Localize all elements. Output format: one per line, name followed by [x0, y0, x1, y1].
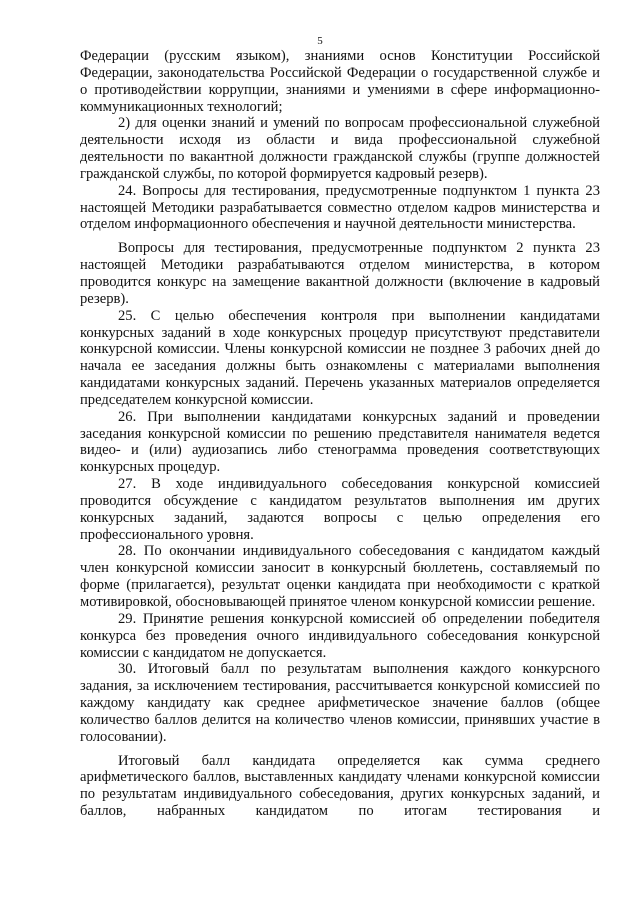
paragraph-30-continued: Итоговый балл кандидата определяется как сумма среднего арифметического баллов, выставленных кандидату членами конкурсной комиссии по результатам индивидуального собеседования, других конкурсных заданий, и баллов, набранных кандидатом по итогам тестирования и: [80, 752, 600, 820]
page-number: 5: [317, 35, 323, 47]
paragraph-24-continued: Вопросы для тестирования, предусмотренные подпунктом 2 пункта 23 настоящей Методики разрабатываются отделом министерства, в котором проводится конкурс на замещение вакантной должности (включение в кадровый резерв).: [80, 240, 600, 307]
paragraph-24: 24. Вопросы для тестирования, предусмотренные подпунктом 1 пункта 23 настоящей Методики разрабатывается совместно отделом кадров министерства и отделом информационного обеспечения и научной деятельности министерства.: [80, 182, 600, 233]
paragraph-25: 25. С целью обеспечения контроля при выполнении кандидатами конкурсных заданий в ходе конкурсных процедур присутствуют представители конкурсной комиссии. Члены конкурсной комиссии не позднее 3 рабочих дней до начала ее заседания должны быть ознакомлены с материалами выполнения кандидатами конкурсных заданий. Перечень указанных материалов определяется председателем конкурсной комиссии.: [80, 307, 600, 408]
paragraph-27: 27. В ходе индивидуального собеседования конкурсной комиссией проводится обсуждение с кандидатом результатов выполнения им других конкурсных заданий, задаются вопросы с целью определения его профессионального уровня.: [80, 476, 600, 543]
document-body: [80, 48, 600, 820]
paragraph-28: 28. По окончании индивидуального собеседования с кандидатом каждый член конкурсной комиссии заносит в конкурсный бюллетень, составляемый по форме (прилагается), результат оценки кандидата при необходимости с краткой мотивировкой, обосновывающей принятое членом конкурсной комиссии решение.: [80, 543, 600, 610]
paragraph-29: 29. Принятие решения конкурсной комиссией об определении победителя конкурса без проведения очного индивидуального собеседования конкурсной комиссии с кандидатом не допускается.: [80, 610, 600, 661]
paragraph-26: 26. При выполнении кандидатами конкурсных заданий и проведении заседания конкурсной комиссии по решению представителя нанимателя ведется видео- и (или) аудиозапись либо стенограмма проведения соответствующих конкурсных процедур.: [80, 408, 600, 476]
paragraph-30: 30. Итоговый балл по результатам выполнения каждого конкурсного задания, за исключением тестирования, рассчитывается конкурсной комиссией по каждому кандидату как среднее арифметическое значение баллов (общее количество баллов делится на количество членов комиссии, принявших участие в голосовании).: [80, 661, 600, 745]
paragraph-subitem-2: 2) для оценки знаний и умений по вопросам профессиональной служебной деятельности исходя из области и вида профессиональной служебной деятельности по вакантной должности гражданской службы (группе должностей гражданской службы, по которой формируется кадровый резерв).: [80, 115, 600, 182]
paragraph-continuation: Федерации (русским языком), знаниями основ Конституции Российской Федерации, законодательства Российской Федерации о государственной службе и о противодействии коррупции, знаниями и умениями в сфере информационно-коммуникационных технологий;: [80, 48, 600, 115]
